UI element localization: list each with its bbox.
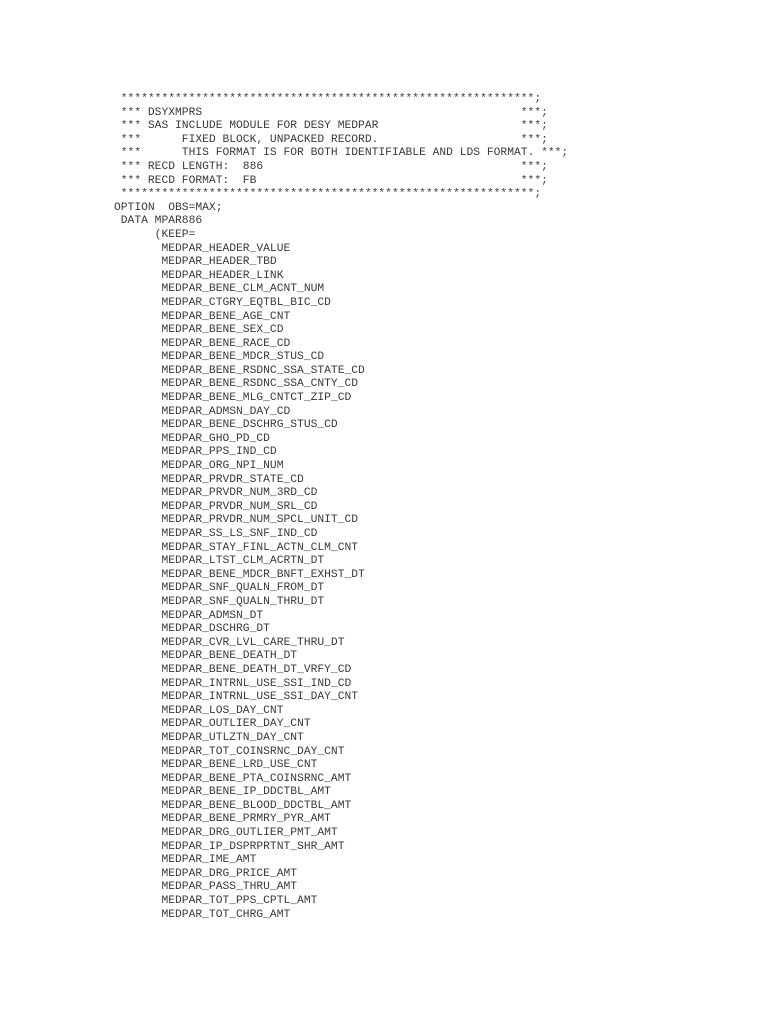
code-line: MEDPAR_IP_DSPRPRTNT_SHR_AMT xyxy=(114,840,345,853)
code-line: *** RECD LENGTH: 886 ***; xyxy=(114,160,548,173)
code-line: MEDPAR_TOT_PPS_CPTL_AMT xyxy=(114,895,318,908)
code-line: MEDPAR_IME_AMT xyxy=(114,854,257,867)
code-line: MEDPAR_CVR_LVL_CARE_THRU_DT xyxy=(114,636,345,649)
code-line: *** FIXED BLOCK, UNPACKED RECORD. ***; xyxy=(114,133,548,146)
code-line: OPTION OBS=MAX; xyxy=(114,201,223,214)
code-line: MEDPAR_DRG_PRICE_AMT xyxy=(114,867,298,880)
code-line: MEDPAR_SS_LS_SNF_IND_CD xyxy=(114,528,318,540)
code-line: MEDPAR_UTLZTN_DAY_CNT xyxy=(114,731,304,744)
code-line: MEDPAR_STAY_FINL_ACTN_CLM_CNT xyxy=(114,541,359,554)
code-line: MEDPAR_ADMSN_DAY_CD xyxy=(114,405,291,418)
code-line: MEDPAR_BENE_PTA_COINSRNC_AMT xyxy=(114,772,352,785)
code-line: *************************************************************; xyxy=(114,188,542,201)
code-line: MEDPAR_BENE_IP_DDCTBL_AMT xyxy=(114,786,331,799)
code-line: MEDPAR_BENE_RACE_CD xyxy=(114,337,291,350)
code-line: MEDPAR_PRVDR_STATE_CD xyxy=(114,473,304,486)
code-line: *** DSYXMPRS ***; xyxy=(114,106,548,119)
code-line: MEDPAR_BENE_BLOOD_DDCTBL_AMT xyxy=(114,799,352,812)
code-line: MEDPAR_PRVDR_NUM_SRL_CD xyxy=(114,500,318,513)
code-line: MEDPAR_BENE_MLG_CNTCT_ZIP_CD xyxy=(114,392,352,405)
code-line: MEDPAR_BENE_RSDNC_SSA_CNTY_CD xyxy=(114,378,359,391)
code-line: MEDPAR_BENE_PRMRY_PYR_AMT xyxy=(114,813,331,826)
code-line: *** THIS FORMAT IS FOR BOTH IDENTIFIABLE AND LDS FORMAT. ***; xyxy=(114,147,569,160)
code-line: MEDPAR_INTRNL_USE_SSI_IND_CD xyxy=(114,677,352,690)
code-line: MEDPAR_INTRNL_USE_SSI_DAY_CNT xyxy=(114,691,359,704)
code-line: MEDPAR_DRG_OUTLIER_PMT_AMT xyxy=(114,827,338,840)
code-line: MEDPAR_BENE_DSCHRG_STUS_CD xyxy=(114,419,338,432)
code-line: MEDPAR_HEADER_VALUE xyxy=(114,242,291,255)
code-line: (KEEP= xyxy=(114,228,196,241)
code-line: MEDPAR_BENE_AGE_CNT xyxy=(114,310,291,323)
code-line: MEDPAR_HEADER_LINK xyxy=(114,269,284,282)
code-line: MEDPAR_DSCHRG_DT xyxy=(114,623,270,636)
code-line: MEDPAR_BENE_LRD_USE_CNT xyxy=(114,759,318,772)
code-line: DATA MPAR886 xyxy=(114,215,203,228)
code-line: MEDPAR_BENE_SEX_CD xyxy=(114,324,284,337)
code-line: MEDPAR_TOT_COINSRNC_DAY_CNT xyxy=(114,745,345,758)
code-line: MEDPAR_PRVDR_NUM_3RD_CD xyxy=(114,487,318,500)
code-line: MEDPAR_CTGRY_EQTBL_BIC_CD xyxy=(114,296,331,309)
code-line: MEDPAR_BENE_MDCR_STUS_CD xyxy=(114,351,325,364)
code-line: MEDPAR_BENE_RSDNC_SSA_STATE_CD xyxy=(114,364,365,377)
code-line: MEDPAR_ORG_NPI_NUM xyxy=(114,460,284,473)
code-line: MEDPAR_ADMSN_DT xyxy=(114,609,264,622)
code-line: MEDPAR_PPS_IND_CD xyxy=(114,446,277,459)
code-line: MEDPAR_LTST_CLM_ACRTN_DT xyxy=(114,555,325,568)
code-line: MEDPAR_PRVDR_NUM_SPCL_UNIT_CD xyxy=(114,514,359,527)
code-line: MEDPAR_BENE_CLM_ACNT_NUM xyxy=(114,283,325,296)
code-line: MEDPAR_OUTLIER_DAY_CNT xyxy=(114,718,311,731)
code-line: *** RECD FORMAT: FB ***; xyxy=(114,174,548,187)
code-line: MEDPAR_SNF_QUALN_THRU_DT xyxy=(114,595,325,608)
sas-code-listing xyxy=(114,93,568,922)
code-line: MEDPAR_HEADER_TBD xyxy=(114,256,277,269)
code-line: MEDPAR_BENE_MDCR_BNFT_EXHST_DT xyxy=(114,568,365,581)
code-line: MEDPAR_BENE_DEATH_DT_VRFY_CD xyxy=(114,663,352,676)
code-line: MEDPAR_LOS_DAY_CNT xyxy=(114,704,284,717)
code-line: MEDPAR_BENE_DEATH_DT xyxy=(114,650,298,663)
code-line: MEDPAR_SNF_QUALN_FROM_DT xyxy=(114,582,325,595)
code-line: MEDPAR_GHO_PD_CD xyxy=(114,432,270,445)
code-line: *** SAS INCLUDE MODULE FOR DESY MEDPAR ***; xyxy=(114,120,548,133)
code-line: MEDPAR_PASS_THRU_AMT xyxy=(114,881,298,894)
code-line: *************************************************************; xyxy=(114,93,542,105)
code-line: MEDPAR_TOT_CHRG_AMT xyxy=(114,908,291,921)
